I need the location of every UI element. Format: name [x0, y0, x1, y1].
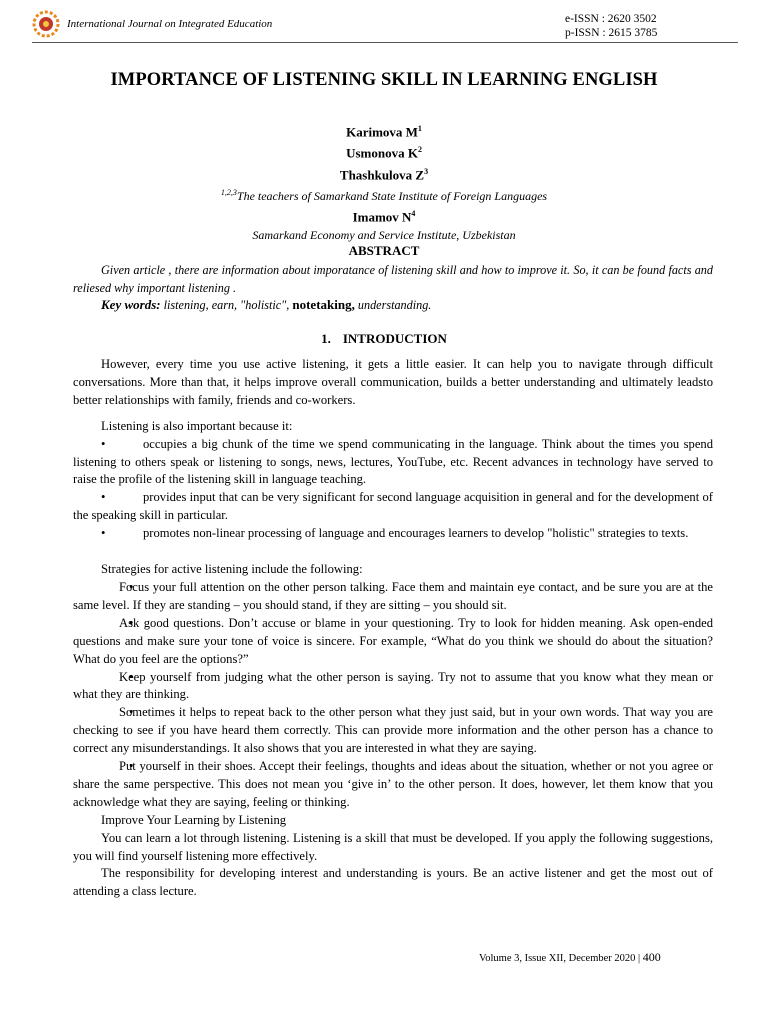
- pissn: p-ISSN : 2615 3785: [565, 27, 658, 39]
- list-item: • Keep yourself from judging what the other person is saying. Try not to assume that you know what they mean or what they are thinking.: [73, 669, 713, 705]
- abstract-heading: ABSTRACT: [348, 243, 420, 258]
- page-number: 400: [642, 950, 661, 964]
- affiliation-2: Samarkand Economy and Service Institute, Uzbekistan: [252, 228, 516, 243]
- list-item: • Sometimes it helps to repeat back to the other person what they just said, but in your own words. That way you are checking to see if you have heard them correctly. This can provide more information and the other person has a chance to correct any misunderstandings. It also shows that you are interested in what they are saying.: [73, 704, 713, 758]
- section-heading-introduction: 1. INTRODUCTION: [321, 331, 447, 346]
- journal-logo-icon: [32, 10, 60, 38]
- paragraph: Strategies for active listening include the following:: [101, 562, 363, 577]
- author-1: Karimova $M^1$: [346, 124, 422, 140]
- keywords: Key words: listening, earn, "holistic", notetaking, understanding.: [101, 297, 432, 312]
- list-item: • promotes non-linear processing of language and encourages learners to develop "holistic" strategies to texts.: [73, 525, 713, 543]
- list-item: • Put yourself in their shoes. Accept their feelings, thoughts and ideas about the situation, whether or not you agree or share the same perspective. This does not mean you ‘give in’ to the other person. It does, however, let them know that you acknowledge what they are saying, feeling or thinking.: [73, 758, 713, 812]
- article-body: [73, 356, 713, 901]
- author-2: Usmonova $K^2$: [346, 145, 422, 161]
- list-item: • provides input that can be very significant for second language acquisition in general and for the development of the speaking skill in particular.: [73, 489, 713, 525]
- paragraph: Listening is also important because it:: [101, 418, 293, 433]
- journal-name: International Journal on Integrated Education: [67, 18, 273, 30]
- paragraph: You can learn a lot through listening. Listening is a skill that must be developed. If you apply the following suggestions, you will find yourself listening more effectively.: [73, 830, 713, 863]
- page-footer: [479, 950, 661, 965]
- issn-block: [565, 12, 657, 40]
- subheading: Improve Your Learning by Listening: [101, 812, 287, 827]
- eissn: e-ISSN : 2620 3502: [565, 13, 657, 25]
- affiliation-1: $^{1,2,3}$The teachers of Samarkand State Institute of Foreign Languages: [220, 187, 548, 203]
- list-item: • Ask good questions. Don’t accuse or blame in your questioning. Try to look for hidden meaning. Ask open-ended questions and make sure your tone of voice is sincere. For example, “What do you think we should do about the situation? What do you feel are the options?”: [73, 615, 713, 669]
- issue-info: Volume 3, Issue XII, December 2020 |: [479, 953, 643, 964]
- paragraph: The responsibility for developing interest and understanding is yours. Be an active listener and get the most out of attending a class lecture.: [73, 866, 713, 899]
- abstract-text: Given article , there are information about imporatance of listening skill and how to improve it. So, it can be found facts and reliesed why important listening .: [73, 263, 713, 295]
- author-block: [0, 120, 768, 244]
- article-title: IMPORTANCE OF LISTENING SKILL IN LEARNING ENGLISH: [110, 70, 658, 90]
- author-3: Thashkulova $Z^3$: [339, 166, 429, 182]
- author-4: Imamov $N^4$: [352, 208, 416, 225]
- list-item: • Focus your full attention on the other person talking. Face them and maintain eye contact, and be sure you are at the same level. If they are standing – you should stand, if they are sitting – you should sit.: [73, 579, 713, 615]
- paragraph: However, every time you use active listening, it gets a little easier. It can help you to navigate through difficult conversations. More than that, it helps improve overall communication, builds a better understanding and ultimately leadsto better relationships with family, friends and co-workers.: [73, 357, 713, 407]
- header-divider: [32, 42, 738, 43]
- list-item: • occupies a big chunk of the time we spend communicating in the language. Think about the times you spend listening to others speak or listening to songs, news, lectures, YouTube, etc. Recent advances in technology have served to raise the profile of the listening skill in language teaching.: [73, 436, 713, 490]
- keywords-label: Key words:: [101, 297, 161, 312]
